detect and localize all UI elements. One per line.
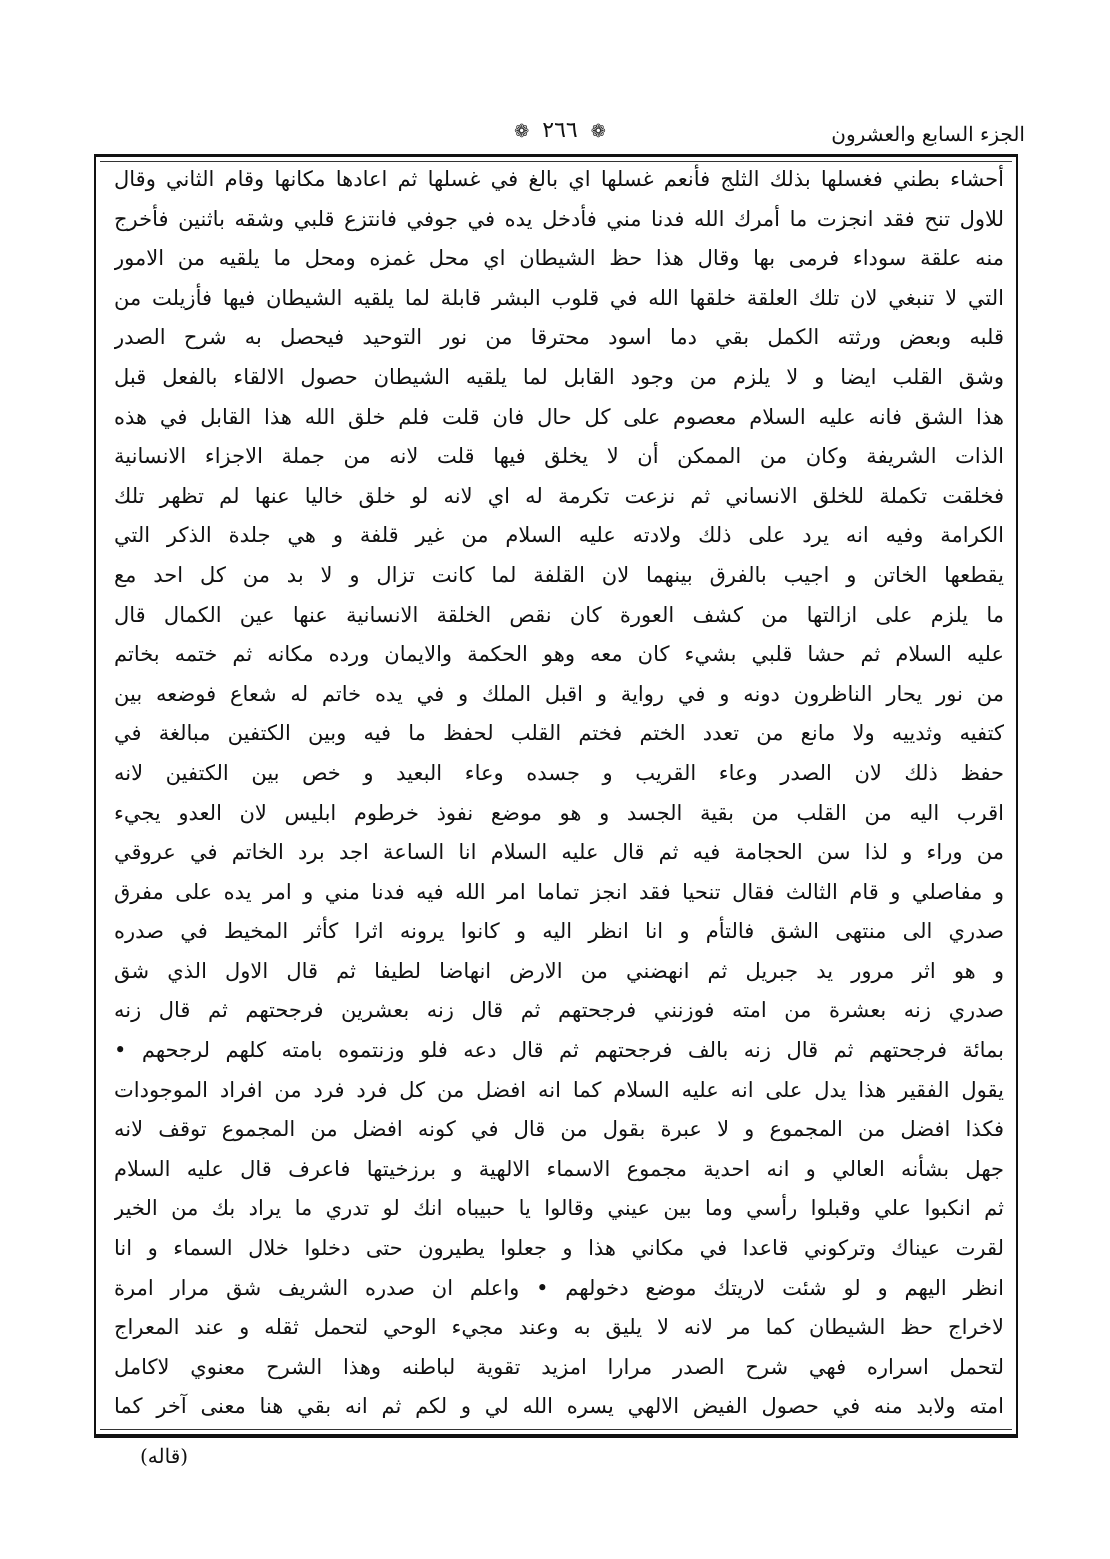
text-line: كتفيه وثدييه ولا مانع من تعدد الختم فختم القلب لحفظ ما فيه وبين الكتفين مبالغة في — [114, 721, 1004, 746]
text-line: لقرت عيناك وتركوني قاعدا في مكاني هذا و جعلوا يطيرون حتى دخلوا خلال السماء و انا — [114, 1236, 1004, 1261]
text-line: امته ولابد منه في حصول الفيض الالهي يسره الله لي و لكم ثم انه بقي هنا معنى آخر كما — [114, 1394, 1004, 1419]
text-line: التي لا تنبغي لان تلك العلقة خلقها الله في قلوب البشر قابلة لما يلقيه الشيطان فيها فأزيلت من — [114, 285, 1004, 310]
running-header — [95, 118, 1025, 158]
text-line: انظر اليهم و لو شئت لاريتك موضع دخولهم • واعلم ان صدره الشريف شق مرار امرة — [114, 1275, 1004, 1300]
text-line: لتحمل اسراره فهي شرح الصدر مرارا امزيد تقوية لباطنه وهذا الشرح معنوي لاكامل — [114, 1354, 1004, 1379]
text-line: اقرب اليه من القلب من بقية الجسد و هو موضع نفوذ خرطوم ابليس لان العدو يجيء — [114, 800, 1004, 825]
text-line: للاول تنح فقد انجزت ما أمرك الله فدنا مني فأدخل يده في جوفي فانتزع قلبي وشقه باثنين فأخرج — [114, 206, 1004, 231]
text-line: صدري الى منتهى الشق فالتأم و انا انظر اليه و كانوا يرونه اثرا كأثر المخيط في صدره — [114, 919, 1004, 944]
text-line: بمائة فرجحتهم ثم قال زنه بالف فرجحتهم ثم قال دعه فلو وزنتموه بامته كلهم لرجحهم • — [114, 1038, 1004, 1063]
text-line: ثم انكبوا علي وقبلوا رأسي وما بين عيني وقالوا يا حبيباه انك لو تدري ما يراد بك من الخير — [114, 1196, 1004, 1221]
section-title: الجزء السابع والعشرون — [831, 122, 1025, 146]
text-line: أحشاء بطني فغسلها بذلك الثلج فأنعم غسلها اي بالغ في غسلها ثم اعادها مكانها وقام الثاني وقال — [114, 167, 1004, 191]
body-text — [114, 160, 1004, 1430]
text-line: و هو اثر مرور يد جبريل ثم انهضني من الارض انهاضا لطيفا ثم قال الاول الذي شق — [114, 958, 1004, 983]
text-line: جهل بشأنه العالي و انه احدية مجموع الاسماء الالهية و برزخيتها فاعرف قال عليه السلام — [114, 1156, 1004, 1181]
text-line: ما يلزم على ازالتها من كشف العورة كان نقص الخلقة الانسانية عنها عين الكمال قال — [114, 602, 1004, 627]
text-line: فكذا افضل من المجموع و لا عبرة بقول من قال في كونه افضل من المجموع توقف لانه — [114, 1117, 1004, 1142]
text-line: عليه السلام ثم حشا قلبي بشيء كان معه وهو الحكمة والايمان ورده مكانه ثم ختمه بخاتم — [114, 642, 1004, 667]
text-line: من وراء و لذا سن الحجامة فيه ثم قال عليه السلام انا الساعة اجد برد الخاتم في عروقي — [114, 840, 1004, 865]
text-line: من نور يحار الناظرون دونه و في رواية و اقبل الملك و في يده خاتم له شعاع فوضعه بين — [114, 681, 1004, 706]
text-line: لاخراج حظ الشيطان كما مر لانه لا يليق به وعند مجيء الوحي لتحمل ثقله و عند المعراج — [114, 1315, 1004, 1340]
ornament-right-icon: ❁ — [590, 121, 606, 142]
page-number: ٢٦٦ — [542, 118, 578, 143]
text-line: فخلقت تكملة للخلق الانساني ثم نزعت تكرمة له اي لانه لو خلق خاليا عنها لم تظهر تلك — [114, 483, 1004, 508]
text-line: و مفاصلي و قام الثالث فقال تنحيا فقد انجز تماما امر الله فيه فدنا مني و امر يده على مفرق — [114, 879, 1004, 904]
text-line: حفظ ذلك لان الصدر وعاء القريب و جسده وعاء البعيد و خص بين الكتفين لانه — [114, 760, 1004, 785]
text-line: الذات الشريفة وكان من الممكن أن لا يخلق فيها قلت لانه من جملة الاجزاء الانسانية — [114, 444, 1004, 469]
ornament-left-icon: ❁ — [514, 121, 530, 142]
text-line: وشق القلب ايضا و لا يلزم من وجود القابل لما يلقيه الشيطان حصول الالقاء بالفعل قبل — [114, 364, 1004, 389]
text-line: يقول الفقير هذا يدل على انه عليه السلام كما انه افضل من كل فرد فرد من افراد الموجودات — [114, 1077, 1004, 1102]
text-line: الكرامة وفيه انه يرد على ذلك ولادته عليه السلام من غير قلفة و هي جلدة الذكر التي — [114, 523, 1004, 548]
page-number-block — [95, 118, 1025, 143]
text-line: قلبه وبعض ورثته الكمل بقي دما اسود محترقا من نور التوحيد فيحصل به شرح الصدر — [114, 325, 1004, 350]
text-line: صدري زنه بعشرة من امته فوزنني فرجحتهم ثم قال زنه بعشرين فرجحتهم ثم قال زنه — [114, 998, 1004, 1023]
text-line: يقطعها الخاتن و اجيب بالفرق بينهما لان القلفة لما كانت تزال و لا بد من كل احد مع — [114, 562, 1004, 587]
text-line: منه علقة سوداء فرمى بها وقال هذا حظ الشيطان اي محل غمزه ومحل ما يلقيه من الامور — [114, 246, 1004, 271]
text-line: هذا الشق فانه عليه السلام معصوم على كل حال فان قلت فلم خلق الله هذا القابل في هذه — [114, 404, 1004, 429]
catchword: (قاله) — [140, 1444, 189, 1468]
